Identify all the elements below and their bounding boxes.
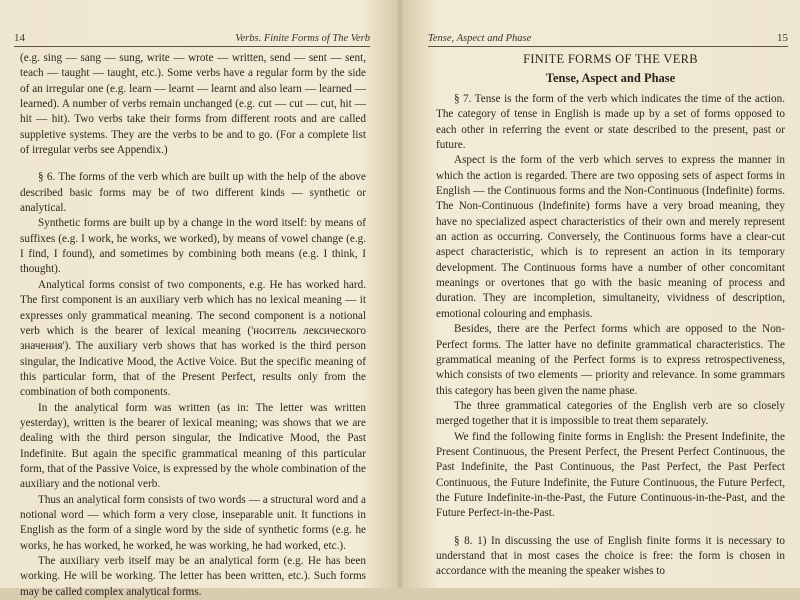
paragraph: Synthetic forms are built up by a change in the word itself: by means of suffixes (e.g. I work, he works, we worked), by means of vowel change (e.g. I find, I found), and sometimes by combining both means (e.g. I think, I thought). <box>20 217 366 276</box>
paragraph: § 8. 1) In discussing the use of English finite forms it is necessary to understand that in most cases the choice is free: the form is chosen in accordance with the meaning the speaker wishes to <box>436 534 785 578</box>
left-page-number: 14 <box>14 32 25 44</box>
paragraph: The three grammatical categories of the English verb are so closely merged together that it is impossible to treat them separately. <box>436 399 785 428</box>
paragraph: § 6. The forms of the verb which are built up with the help of the above described basic forms may be of two different kinds — synthetic or analytical. <box>20 171 366 215</box>
paragraph: Aspect is the form of the verb which serves to express the manner in which the action is regarded. There are two opposing sets of aspect forms in English — the Continuous forms and the Non-Continuous (Indefinite) forms. The Non-Continuous (Indefinite) forms have a very broad meaning, they have no specialized aspect characteristics of their own and merely represent an action as occurring. Conversely, the Continuous forms have a clear-cut aspect characteristic, which is to represent an action in its temporary development. The Continuous forms have a number of other concomitant meanings or overtones that go with the basic meaning of process and duration. They are incompletion, simultaneity, vividness of description, emotional colouring and emphasis. <box>436 154 785 320</box>
paragraph: Besides, there are the Perfect forms which are opposed to the Non-Perfect forms. The latter have no definite grammatical characteristics. The grammatical meaning of the Perfect forms is to express retrospectiveness, which consists of two elements — priority and relevance. In some grammars this category has been given the name phase. <box>436 323 785 397</box>
paragraph: Thus an analytical form consists of two words — a structural word and a notional word — which form a very close, inseparable unit. It functions in English as the form of a single word by the side of synthetic forms (e.g. he works, he has worked, he worked, he was working, he had worked, etc.). <box>20 493 366 552</box>
section-title: Tense, Aspect and Phase <box>545 71 676 85</box>
left-running-head <box>14 28 370 47</box>
paragraph: In the analytical form was written (as in: The letter was written yesterday), written is the bearer of lexical meaning; was shows that we are dealing with the third person singular, the Indicative Mood, the Past Indefinite. But again the specific grammatical meaning of this particular form, that of the Passive Voice, is expressed by the whole combination of the auxiliary and the notional verb. <box>20 401 366 491</box>
right-running-head <box>428 28 788 47</box>
paragraph: The auxiliary verb itself may be an analytical form (e.g. He has been working. He will be working. The letter has been written, etc.). Such forms may be called complex analytical forms. <box>20 555 366 598</box>
left-body-text <box>20 51 366 600</box>
right-page <box>402 0 800 588</box>
paragraph: Analytical forms consist of two components, e.g. He has worked hard. The first component is an auxiliary verb which has no lexical meaning — it expresses only grammatical meaning. The second component is a notional verb which is the bearer of lexical meaning ('носитель лексического значения'). The auxiliary verb shows that has worked is the third person singular, the Indicative Mood, the Active Voice. But the specific meaning of this particular form, that of the Present Perfect, results only from the combination of both components. <box>20 278 366 399</box>
paragraph: We find the following finite forms in English: the Present Indefinite, the Present Continuous, the Present Perfect, the Present Perfect Continuous, the Past Indefinite, the Past Continuous, the Past Perfect, the Past Perfect Continuous, the Future Indefinite, the Future Continuous, the Future Perfect, the Future Indefinite-in-the-Past, the Future Continuous-in-the-Past, and the Future Perfect-in-the-Past. <box>436 430 785 520</box>
left-header-title: Verbs. Finite Forms of The Verb <box>235 33 370 44</box>
paragraph: (e.g. sing — sang — sung, write — wrote — written, send — sent — sent, teach — taught — taught, etc.). Some verbs have a regular form by the side of an irregular one (e.g. learn — learnt — learnt and also learn — learned — learned). A number of verbs remain unchanged (e.g. cut — cut — cut, hit — hit — hit). Two verbs take their forms from different roots and are called suppletive systems. They are the verbs to be and to go. (For a complete list of irregular verbs see Appendix.) <box>20 52 366 157</box>
right-body-text <box>436 51 785 580</box>
paragraph: § 7. Tense is the form of the verb which indicates the time of the action. The category of tense in English is made up by a set of forms opposed to each other in referring the event or state described to the present, past or future. <box>436 93 785 152</box>
left-page <box>0 0 398 598</box>
chapter-title: FINITE FORMS OF THE VERB <box>523 52 698 66</box>
right-page-number: 15 <box>777 32 788 44</box>
right-header-title: Tense, Aspect and Phase <box>428 33 532 44</box>
